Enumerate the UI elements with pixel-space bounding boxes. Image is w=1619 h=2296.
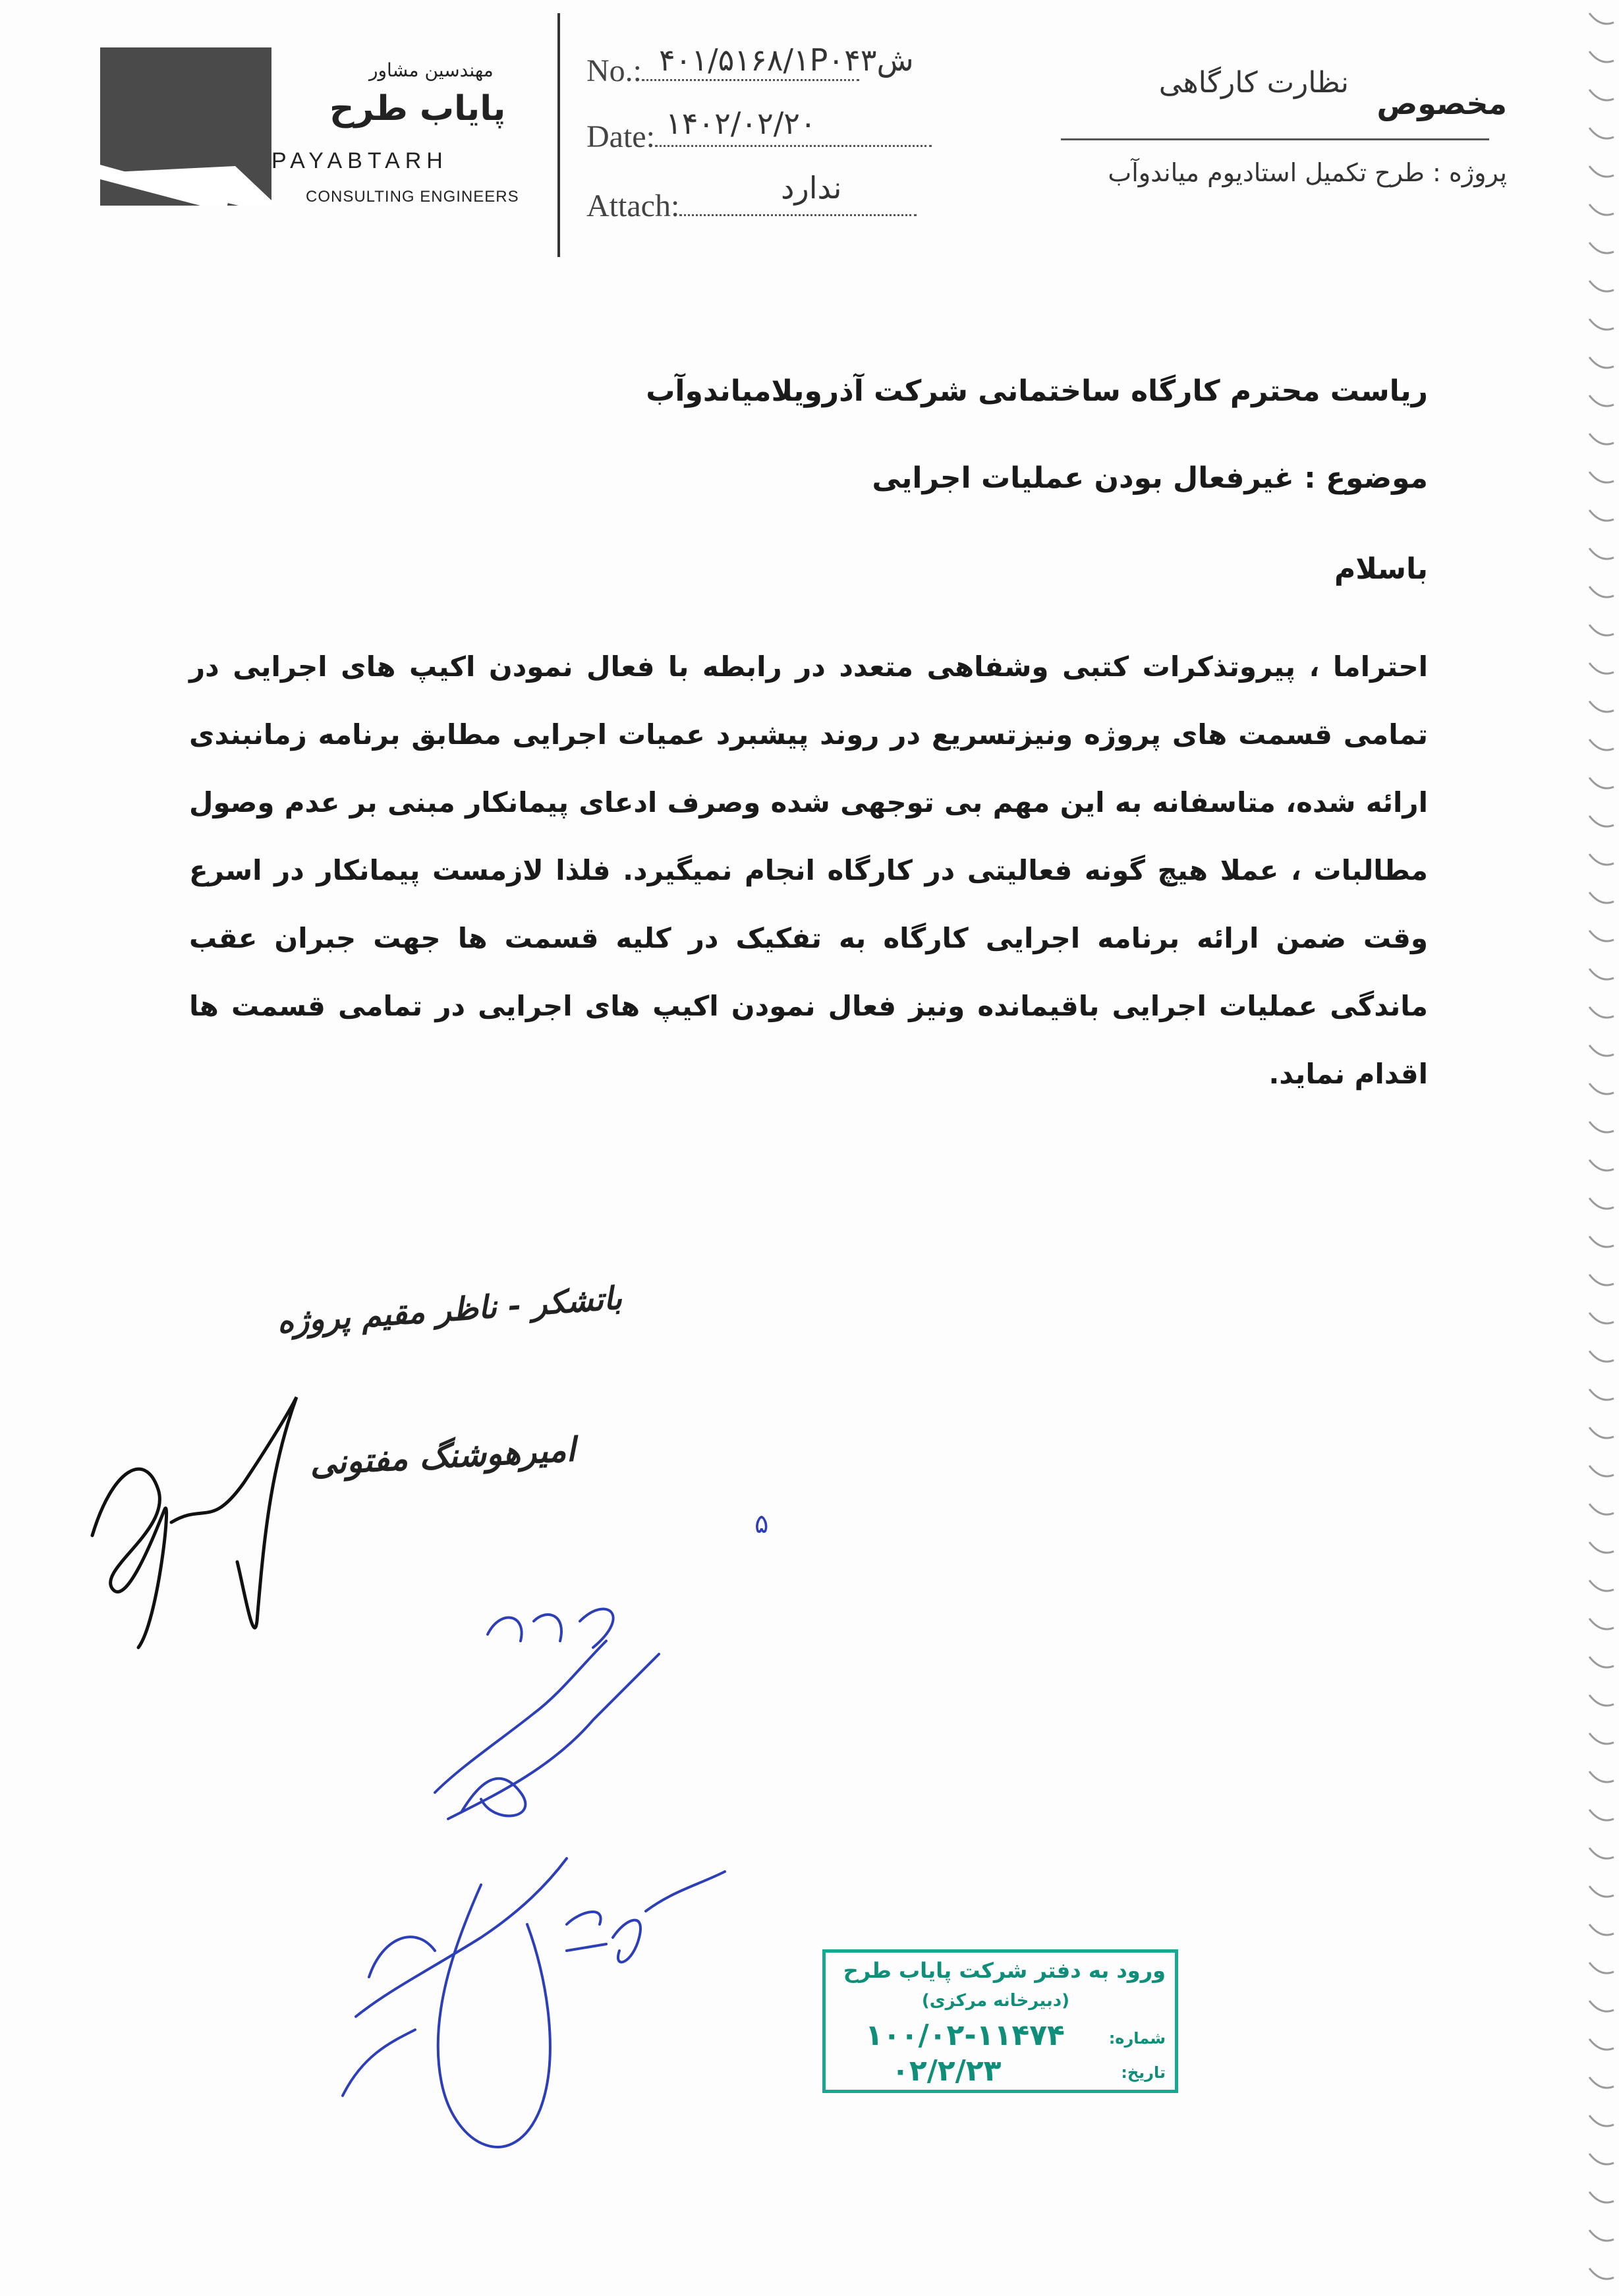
confidential-label: مخصوص [1377, 86, 1507, 121]
binding-hole [1589, 739, 1614, 750]
confidential-underline [1061, 138, 1489, 140]
binding-hole [1589, 1427, 1614, 1438]
date-value: ۱۴۰۲/۰۲/۲۰ [666, 105, 816, 141]
stamp-date-label: تاریخ: [1121, 2063, 1166, 2082]
binding-hole [1589, 472, 1614, 482]
binding-hole [1589, 1504, 1614, 1514]
attach-dots [679, 208, 917, 216]
binding-hole [1589, 1733, 1614, 1744]
binding-hole [1589, 1313, 1614, 1323]
binding-hole [1589, 892, 1614, 903]
binding-hole [1589, 625, 1614, 635]
binding-hole [1589, 1848, 1614, 1858]
number-value: ۴۰۱/۵۱۶۸/۱P۰۴۳ش [659, 42, 914, 78]
binding-hole [1589, 357, 1614, 368]
signature-title: باتشکر - ناظر مقیم پروژه [275, 1279, 623, 1341]
attach-value: ندارد [781, 170, 842, 206]
binding-hole [1589, 2154, 1614, 2164]
meta-attach-row [586, 188, 917, 224]
binding-hole [1589, 51, 1614, 62]
binding-hole [1589, 1886, 1614, 1897]
binding-hole [1589, 2115, 1614, 2126]
binding-hole [1589, 2077, 1614, 2088]
signature-name: امیرهوشنگ مفتونی [308, 1429, 577, 1483]
binding-hole [1589, 1924, 1614, 1935]
binding-hole [1589, 1771, 1614, 1782]
binding-hole [1589, 1045, 1614, 1056]
binding-hole [1589, 1542, 1614, 1553]
binding-hole [1589, 281, 1614, 291]
company-logo [100, 47, 271, 206]
handwritten-note-icon [329, 1516, 857, 2188]
binding-hole [1589, 2268, 1614, 2279]
binding-hole [1589, 1619, 1614, 1629]
binding-hole [1589, 166, 1614, 177]
binding-hole [1589, 969, 1614, 979]
binding-hole [1589, 1275, 1614, 1285]
binding-hole [1589, 2039, 1614, 2050]
binding-hole [1589, 816, 1614, 826]
binding-hole [1589, 13, 1614, 24]
addressee: ریاست محترم کارگاه ساختمانی شرکت آذرویلامیاندوآب [646, 374, 1428, 408]
logo-subtitle-fa: مهندسین مشاور [369, 59, 494, 81]
binding-hole [1589, 1466, 1614, 1476]
stamp-number-label: شماره: [1108, 2029, 1166, 2048]
binding-hole [1589, 243, 1614, 253]
binding-hole [1589, 1695, 1614, 1706]
spiral-binding [1566, 0, 1619, 2296]
binding-hole [1589, 2230, 1614, 2241]
number-label: No.: [586, 53, 642, 88]
attach-label: Attach: [586, 188, 680, 223]
binding-hole [1589, 395, 1614, 406]
binding-hole [1589, 1389, 1614, 1400]
binding-hole [1589, 1160, 1614, 1170]
header-divider [557, 13, 560, 257]
binding-hole [1589, 1083, 1614, 1094]
letter-body: احتراما ، پیروتذکرات کتبی وشفاهی متعدد در رابطه با فعال نمودن اکیپ های اجرایی در تمامی قسمت های پروژه ونیزتسریع در روند پیشبرد عمیات اجرایی مطابق برنامه زمانبندی ارائه شده، متاسفانه به این مهم بی توجهی شده وصرف ادعای پیمانکار مبنی بر عدم وصول مطالبات ، عملا هیچ گونه فعالیتی در کارگاه انجام نمیگیرد. فلذا لازمست پیمانکار در اسرع وقت ضمن ارائه برنامه اجرایی کارگاه به تفکیک در کلیه قسمت ها جهت جبران عقب ماندگی عملیات اجرایی باقیمانده ونیز فعال نمودن اکیپ های اجرایی در تمامی قسمت ها اقدام نماید. [189, 650, 1428, 1090]
binding-hole [1589, 434, 1614, 444]
binding-hole [1589, 1198, 1614, 1209]
logo-mark-icon [100, 47, 271, 206]
binding-hole [1589, 778, 1614, 788]
signature-scribble-icon [72, 1371, 310, 1667]
binding-hole [1589, 1810, 1614, 1820]
binding-hole [1589, 319, 1614, 330]
binding-hole [1589, 204, 1614, 215]
stamp-date-value: ۰۲/۲/۲۳ [892, 2054, 1002, 2088]
logo-subtitle-en: CONSULTING ENGINEERS [306, 188, 519, 206]
stamp-subtitle: (دبیرخانه مرکزی) [921, 1991, 1069, 2011]
stamp-number-value: ۱۰۰/۰۲-۱۱۴۷۴ [865, 2019, 1065, 2052]
binding-hole [1589, 663, 1614, 674]
binding-hole [1589, 2001, 1614, 2011]
binding-hole [1589, 90, 1614, 100]
binding-hole [1589, 2192, 1614, 2202]
binding-hole [1589, 701, 1614, 712]
binding-hole [1589, 1236, 1614, 1247]
binding-hole [1589, 510, 1614, 521]
logo-title-en: PAYABTARH [271, 148, 448, 173]
binding-hole [1589, 1351, 1614, 1362]
binding-hole [1589, 931, 1614, 941]
binding-hole [1589, 1963, 1614, 1973]
binding-hole [1589, 1580, 1614, 1591]
binding-hole [1589, 1657, 1614, 1667]
logo-title-fa: پایاب طرح [329, 89, 506, 129]
binding-hole [1589, 1007, 1614, 1018]
stamp-title: ورود به دفتر شرکت پایاب طرح [843, 1958, 1166, 1983]
confidential-handwritten: نظارت کارگاهی [1158, 66, 1349, 100]
binding-hole [1589, 548, 1614, 559]
greeting: باسلام [1334, 552, 1428, 586]
handwritten-mark: ۵ [754, 1509, 769, 1539]
binding-hole [1589, 128, 1614, 138]
binding-hole [1589, 854, 1614, 865]
project-line: پروژه : طرح تکمیل استادیوم میاندوآب [1108, 158, 1507, 187]
date-label: Date: [586, 119, 655, 154]
binding-hole [1589, 1122, 1614, 1132]
subject-line: موضوع : غیرفعال بودن عملیات اجرایی [872, 461, 1428, 495]
binding-hole [1589, 587, 1614, 597]
receipt-stamp [822, 1949, 1178, 2093]
